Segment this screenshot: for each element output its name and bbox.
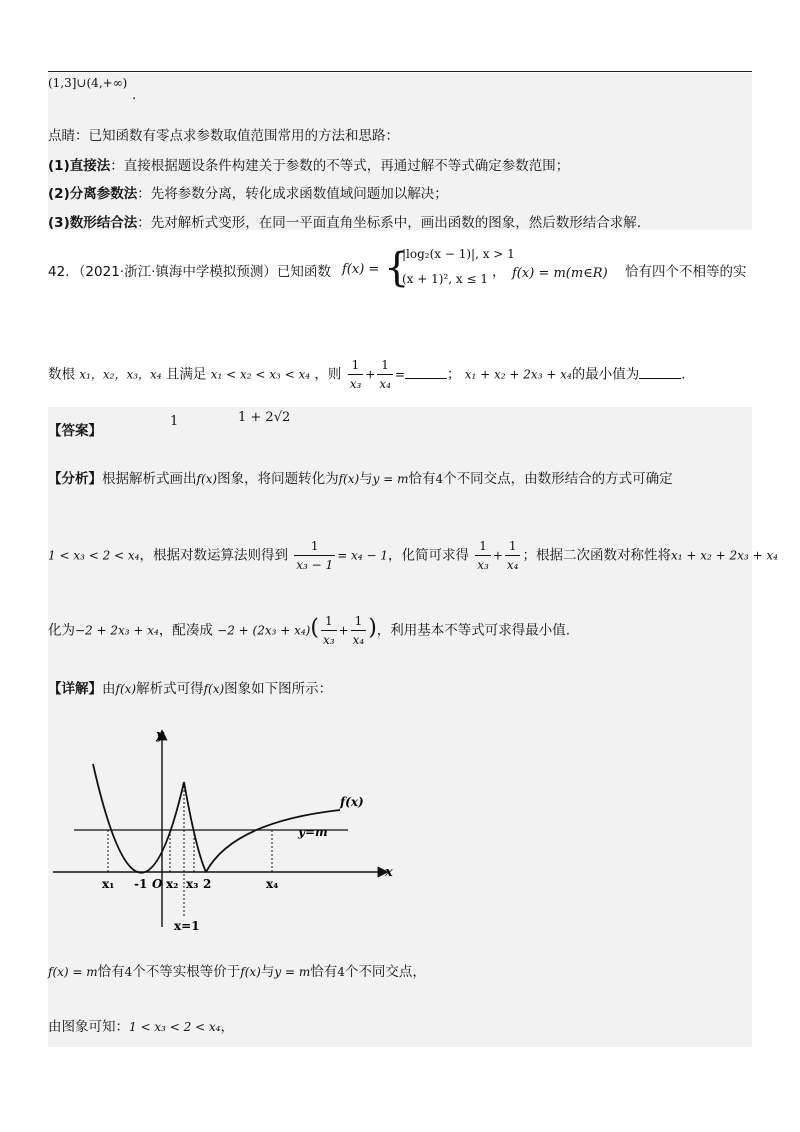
analysis-t11: ，利用基本不等式可求得最小值. — [376, 622, 571, 639]
answer-blank-2[interactable] — [639, 378, 681, 379]
conclusion-t1: 恰有 — [97, 964, 125, 980]
conclusion-t4: 恰有 — [310, 964, 338, 980]
analysis-t1: 根据解析式画出 — [102, 471, 197, 487]
solution-panel-top — [48, 73, 752, 230]
frac-den-x3: x₃ — [349, 377, 362, 391]
conclusion-four-2: 4 — [337, 965, 345, 979]
analysis-line-1 — [48, 470, 673, 488]
method-3-text: ：先对解析式变形，在同一平面直角坐标系中，画出函数的图象，然后数形结合求解. — [137, 215, 642, 231]
tip-intro: 点睛：已知函数有零点求参数取值范围常用的方法和思路： — [48, 128, 399, 144]
detail-t1: 由 — [102, 681, 116, 697]
tip-method-1 — [48, 157, 569, 175]
label-x-equals-1: x=1 — [174, 919, 200, 933]
tip-method-3 — [48, 214, 641, 232]
line2-b: 且满足 — [165, 366, 207, 383]
separator: ； — [446, 366, 461, 383]
conclusion-fx: f(x) — [240, 965, 261, 979]
log-branch-up — [206, 810, 340, 872]
tick-2: 2 — [203, 877, 212, 891]
fraction-1-over-x4 — [377, 356, 393, 393]
root-list: x₁，x₂，x₃，x₄ — [79, 367, 162, 382]
conclusion-t5: 个不同交点， — [344, 964, 426, 980]
analysis-t2: 图象，将问题转化为 — [217, 471, 339, 487]
analysis-fx-2: f(x) — [338, 472, 360, 486]
tick-origin: O — [152, 877, 163, 891]
line-label: y=m — [298, 825, 328, 839]
line2-c: ，则 — [314, 366, 342, 383]
trailing-dot: . — [132, 87, 137, 103]
analysis-eq-tail: = x₄ − 1 — [337, 548, 388, 563]
piecewise-case-1: |log₂(x − 1)|, x > 1 — [402, 247, 515, 261]
frac-den: x₄ — [506, 558, 519, 572]
detail-fx-2: f(x) — [203, 682, 225, 696]
detail-t3: 图象如下图所示： — [224, 681, 333, 697]
analysis-t3: 与 — [359, 471, 373, 487]
answer-value-2: 1 + 2√2 — [238, 410, 291, 425]
analysis-expr: x₁ + x₂ + 2x₃ + x₄ — [670, 548, 778, 563]
frac-num: 1 — [294, 537, 335, 556]
frac-den: x₄ — [352, 633, 365, 647]
detail-line — [48, 680, 332, 698]
conclusion-t2: 个不等实根等价于 — [132, 964, 241, 980]
interval-expression: (1,3]∪(4,+∞) — [48, 76, 128, 90]
method-3-label: (3)数形结合法 — [48, 215, 138, 231]
problem-number: 42． — [48, 264, 79, 280]
analysis-ym: y = m — [372, 472, 409, 486]
frac-num: 1 — [321, 612, 337, 631]
analysis-t10: ，配凑成 — [158, 622, 213, 639]
frac-num: 1 — [475, 537, 491, 556]
tick-x1: x₁ — [102, 877, 115, 891]
analysis-t8: ；根据二次函数对称性将 — [522, 547, 671, 564]
analysis-t4: 恰有 — [408, 471, 436, 487]
frac-den-x4: x₄ — [379, 377, 391, 391]
analysis-t5: 个不同交点，由数形结合的方式可确定 — [443, 471, 673, 487]
analysis-fx: f(x) — [196, 472, 218, 486]
tick-x2: x₂ — [166, 877, 179, 891]
piecewise-brace: { — [384, 245, 410, 291]
x-axis-label: x — [385, 865, 393, 880]
detail-fx: f(x) — [115, 682, 137, 696]
tick-x4: x₄ — [266, 877, 279, 891]
analysis-t6: ，根据对数运算法则得到 — [139, 547, 288, 564]
conclusion-t7: ， — [220, 1019, 234, 1035]
frac-num: 1 — [351, 612, 367, 631]
problem-comma: ， — [492, 264, 506, 280]
top-rule — [48, 71, 752, 72]
period: . — [681, 366, 686, 383]
root-order: x₁ < x₂ < x₃ < x₄ — [210, 367, 311, 382]
answer-value-1: 1 — [170, 414, 179, 429]
method-2-label: (2)分离参数法 — [48, 186, 138, 202]
answer-blank-1[interactable] — [405, 378, 447, 379]
method-1-text: ：直接根据题设条件构建关于参数的不等式，再通过解不等式确定参数范围； — [110, 158, 570, 174]
piecewise-case-2: (x + 1)², x ≤ 1 — [402, 272, 488, 286]
analysis-label: 【分析】 — [48, 471, 102, 487]
detail-t2: 解析式可得 — [136, 681, 204, 697]
analysis-four: 4 — [435, 472, 444, 486]
log-branch-down — [184, 782, 206, 872]
min-expression: x₁ + x₂ + 2x₃ + x₄ — [464, 367, 572, 382]
problem-tail: 恰有四个不相等的实 — [625, 264, 747, 280]
detail-label: 【详解】 — [48, 681, 102, 697]
fraction-a — [475, 537, 491, 574]
parabola-branch — [93, 764, 184, 873]
tick-x3: x₃ — [186, 877, 199, 891]
problem-line-1 — [48, 263, 331, 281]
fraction-1-over-x3-minus-1 — [294, 537, 335, 574]
analysis-expr2: −2 + 2x₃ + x₄ — [75, 623, 159, 638]
method-2-text: ：先将参数分离，转化成求函数值域问题加以解决； — [137, 186, 448, 202]
min-text: 的最小值为 — [571, 366, 640, 383]
function-graph — [48, 722, 408, 936]
analysis-expr3: −2 + (2x₃ + x₄) — [217, 623, 311, 638]
fraction-d — [351, 612, 367, 649]
fraction-b — [505, 537, 521, 574]
problem-source: （2021·浙江·镇海中学模拟预测）已知函数 — [78, 264, 331, 280]
problem-equation: f(x) = m(m∈R) — [512, 266, 608, 281]
frac-den: x₃ − 1 — [296, 558, 334, 572]
fraction-1-over-x3 — [348, 356, 364, 393]
frac-num: 1 — [348, 356, 364, 375]
interval-answer — [48, 74, 127, 92]
line2-a: 数根 — [48, 366, 75, 383]
problem-line-2: 数根 x₁，x₂，x₃，x₄ 且满足 x₁ < x₂ < x₃ < x₄ ，则 $\frac{1}{\text{x₃}}$ + $\frac{1}{\text{x₄}}$ = ； x₁ + x₂ + 2x₃ + x₄的最小值为 . — [48, 358, 686, 391]
equals-sign: = — [394, 367, 405, 382]
analysis-t7: ，化简可求得 — [387, 547, 469, 564]
analysis-line-3: 化为−2 + 2x₃ + x₄，配凑成 −2 + (2x₃ + x₄)( $\frac{1}{\text{x₃}}$ + $\frac{1}{\text{x₄}}$ )，利用基本不等式可求得最小值. — [48, 614, 571, 647]
tick-neg1: -1 — [134, 877, 148, 891]
problem-fx: f(x) = — [342, 262, 380, 277]
conclusion-fxm: f(x) = m — [48, 965, 98, 979]
fraction-c — [321, 612, 337, 649]
answer-label — [48, 422, 102, 440]
conclusion-four: 4 — [124, 965, 133, 979]
y-axis-label: y — [156, 728, 164, 743]
conclusion-ineq: 1 < x₃ < 2 < x₄ — [129, 1020, 221, 1034]
conclusion-t3: 与 — [260, 964, 275, 980]
answer-label-text: 【答案】 — [48, 423, 102, 439]
frac-den: x₃ — [477, 558, 489, 572]
method-1-label: (1)直接法 — [48, 158, 111, 174]
analysis-t9: 化为 — [48, 622, 75, 639]
frac-den: x₃ — [322, 633, 335, 647]
frac-num: 1 — [505, 537, 521, 556]
frac-num: 1 — [377, 356, 393, 375]
conclusion-t6: 由图象可知： — [48, 1019, 129, 1035]
conclusion-line-2 — [48, 1018, 234, 1036]
analysis-line-2: 1 < x₃ < 2 < x₄，根据对数运算法则得到 $\frac{1}{\text{x₃ − 1}}$ = x₄ − 1，化简可求得 $\frac{1}{\text{x₃}}$ + $\frac{1}{\text{x₄}}$ ；根据二次函数对称性将x₁ + x₂ + 2x₃ + x₄ — [48, 539, 778, 572]
curve-label: f(x) — [340, 795, 364, 809]
tip-method-2 — [48, 185, 448, 203]
conclusion-line-1 — [48, 963, 426, 981]
analysis-ineq: 1 < x₃ < 2 < x₄ — [48, 548, 140, 563]
conclusion-ym: y = m — [274, 965, 311, 979]
